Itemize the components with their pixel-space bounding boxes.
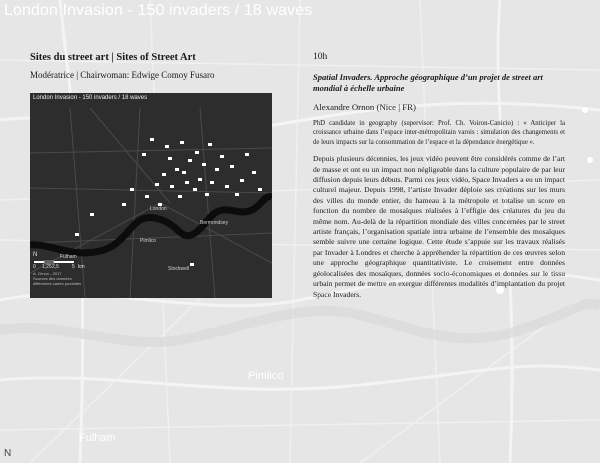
scale-tick-3: 5 (72, 264, 75, 270)
speaker-bio: PhD candidate in geography (supervisor: Prof. Ch. Voiron-Canicio) : « Anticiper la croissance urbaine dans l’espace inter-métropolitain varois : simulation des changements et de leurs impacts sur la consommation de l’espace et la dépendance énergétique ». (313, 120, 565, 146)
inset-label-fulham: Fulham (60, 254, 77, 260)
scale-tick-1: 1,25 (42, 264, 52, 270)
inset-label-pimlico: Pimlico (140, 238, 157, 244)
inset-map-credit: A. Ornon - 2017 Sources des données différentes cartes produites (33, 271, 82, 286)
inset-map-graphic (30, 93, 272, 298)
inset-map (30, 93, 272, 298)
inset-label-stockwell: Stockwell (168, 266, 190, 272)
scale-tick-2: 2,5 (52, 264, 59, 270)
talk-title: Spatial Invaders. Approche géographique d’un projet de street art mondial à échelle urbaine (313, 72, 543, 93)
background-label-fulham: Fulham (79, 432, 116, 444)
session-header (30, 52, 272, 80)
scale-tick-0: 0 (33, 264, 36, 270)
inset-north-arrow: N (33, 252, 38, 258)
talk-abstract: Depuis plusieurs décennies, les jeux vidéo peuvent être considérés comme de l’art de masse et ont eu un impact non négligeable dans la culture populaire de par leur diffusion depuis leurs débuts. Parmi ces jeux vidéo, Space Invaders a eu un impact culturel majeur. Depuis 1998, l’artiste Invader déploie ses créations sur les murs des villes du monde entier, du hameau à la métropole et totalise un score en fonction du nombre de mosaïques réalisées à l’effigie des créatures du jeu du même nom. Au-delà de la répartition mondiale des villes concernées par le street artiste français, l’organisation spatiale intra urbaine de l’ensemble des mosaïques semble suivre une certaine logique. Cette étude s’appuie sur les travaux réalisés par Invader à Londres et cherche à appréhender la répartition de ces œuvres selon une approche géographique quantitativiste. Le croisement entre données géolocalisées des mosaïques, données socio-économiques et données sur le tissu urbain permet de mettre en exergue différentes modalités d’implantation du projet Space Invaders. (313, 154, 565, 299)
inset-label-london: London (150, 206, 167, 212)
scale-bar (34, 261, 74, 263)
talk-entry (313, 52, 565, 300)
background-north-arrow: N (4, 448, 12, 459)
background-label-pimlico: Pimlico (248, 370, 284, 382)
talk-time: 10h (313, 52, 328, 62)
inset-label-bermondsey: Bermondsey (200, 220, 229, 226)
talk-speaker: Alexandre Ornon (Nice | FR) (313, 102, 416, 112)
inset-map-title: London Invasion - 150 invaders / 18 waves (33, 95, 148, 101)
session-moderator: Modératrice | Chairwoman: Edwige Comoy Fusaro (30, 70, 215, 80)
background-map-title: London Invasion - 150 invaders / 18 waves (4, 2, 313, 19)
scale-unit: km (78, 264, 85, 270)
session-title: Sites du street art | Sites of Street Art (30, 52, 196, 63)
